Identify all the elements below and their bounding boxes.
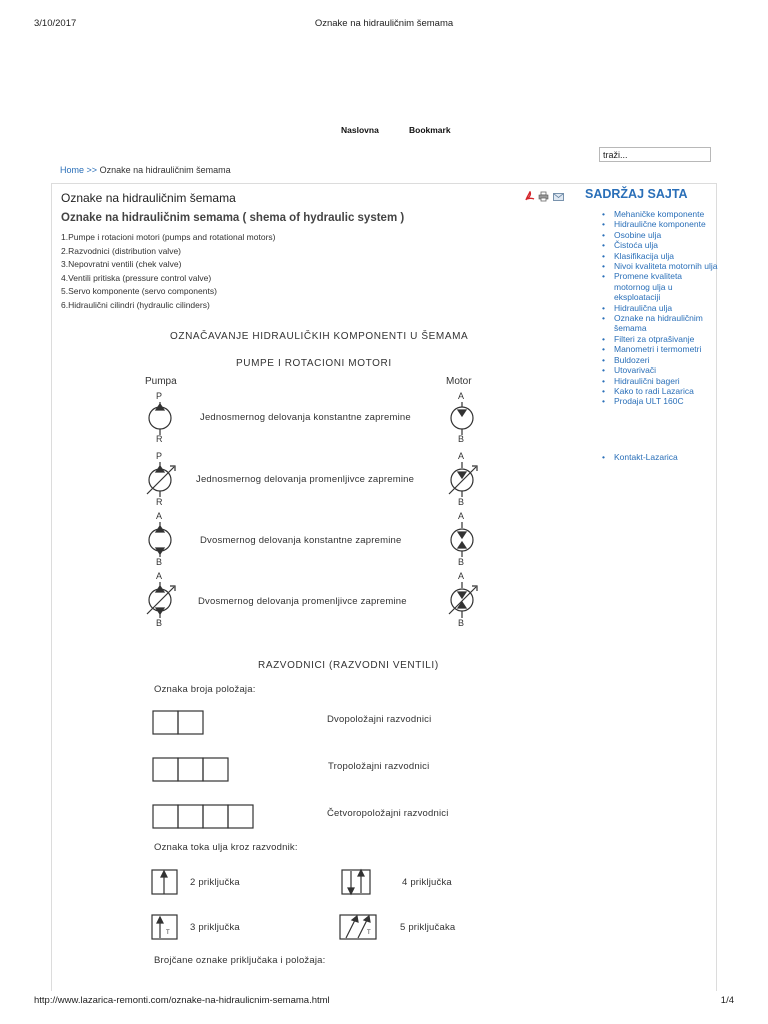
col-motor-label: Motor — [446, 376, 472, 387]
pump-row-text: Jednosmernog delovanja promenljivce zapremine — [196, 474, 415, 485]
topic-item: 2.Razvodnici (distribution valve) — [61, 245, 181, 256]
flow-item-label: 4 priključka — [402, 877, 452, 888]
topic-item: 3.Nepovratni ventili (chek valve) — [61, 259, 182, 270]
flow-item-label: 5 priključaka — [400, 922, 456, 933]
motor-symbol — [449, 582, 477, 618]
sidebar-item-link[interactable]: • Prodaja ULT 160C — [600, 396, 718, 406]
port-t-label: T — [367, 930, 371, 936]
pump-row-text: Dvosmernog delovanja konstantne zapremine — [200, 535, 402, 546]
two-position-valve-symbol — [153, 711, 203, 734]
sidebar-item-link[interactable]: • Oznake na hidrauličnim šemama — [600, 313, 718, 334]
port-label: P — [156, 451, 163, 461]
flow-item-label: 2 priključka — [190, 877, 240, 888]
port-label: R — [156, 434, 163, 444]
figure-heading: OZNAČAVANJE HIDRAULIČKIH KOMPONENTI U ŠEMAMA — [170, 331, 469, 342]
motor-symbol — [449, 462, 477, 497]
topic-item: 6.Hidraulični cilindri (hydraulic cilinders) — [61, 299, 210, 310]
port-label: B — [156, 557, 163, 567]
sidebar-item-link[interactable]: • Promene kvaliteta motornog ulja u eksploataciji — [600, 271, 718, 302]
sidebar-item-link[interactable]: • Mehaničke komponente — [600, 209, 718, 219]
col-pump-label: Pumpa — [145, 376, 177, 387]
breadcrumb-home-link[interactable]: Home — [60, 165, 85, 175]
sidebar-item-link[interactable]: • Buldozeri — [600, 355, 718, 365]
sidebar-item-link[interactable]: • Hidraulične komponente — [600, 219, 718, 229]
port-label: B — [458, 557, 465, 567]
flow-3-ports-symbol — [152, 915, 177, 939]
page-number: 1/4 — [720, 995, 734, 1006]
sidebar-contact — [600, 452, 678, 462]
pump-symbol — [149, 522, 171, 557]
sidebar-item-link[interactable]: • Kako to radi Lazarica — [600, 386, 718, 396]
article-subheading: Oznake na hidrauličnim semama ( shema of hydraulic system ) — [61, 212, 405, 224]
port-label: A — [458, 511, 465, 521]
motor-symbol — [451, 402, 473, 435]
motor-symbol — [451, 522, 473, 557]
port-label: B — [458, 618, 465, 628]
port-label: A — [156, 511, 163, 521]
port-label: A — [458, 391, 465, 401]
print-title: Oznake na hidrauličnim šemama — [314, 18, 454, 29]
sidebar-item-link[interactable]: • Utovarivači — [600, 365, 718, 375]
port-label: A — [458, 571, 465, 581]
sidebar-item-contact[interactable]: • Kontakt-Lazarica — [600, 452, 678, 462]
position-label: Dvopoložajni razvodnici — [327, 714, 432, 725]
flow-item-label: 3 priključka — [190, 922, 240, 933]
four-position-valve-symbol — [153, 805, 253, 828]
print-url: http://www.lazarica-remonti.com/oznake-na-hidraulicnim-semama.html — [34, 995, 330, 1006]
port-label: R — [156, 497, 163, 507]
flow-label: Oznaka toka ulja kroz razvodnik: — [154, 842, 298, 853]
topic-item: 1.Pumpe i rotacioni motori (pumps and rotational motors) — [61, 232, 276, 242]
positions-label: Oznaka broja položaja: — [154, 684, 256, 695]
numbering-label: Brojčane oznake priključaka i položaja: — [154, 955, 326, 966]
pump-symbol — [149, 402, 171, 435]
flow-4-ports-symbol — [342, 870, 370, 894]
pump-symbol — [147, 582, 175, 618]
sidebar-item-link[interactable]: • Hidraulični bageri — [600, 376, 718, 386]
port-label: B — [458, 434, 465, 444]
sidebar-item-link[interactable]: • Čistoća ulja — [600, 240, 718, 250]
sidebar-title: SADRŽAJ SAJTA — [585, 187, 688, 201]
nav-bookmark[interactable]: Bookmark — [409, 125, 451, 135]
nav-naslovna[interactable]: Naslovna — [341, 125, 379, 135]
sidebar-item-link[interactable]: • Filteri za otprašivanje — [600, 334, 718, 344]
three-position-valve-symbol — [153, 758, 228, 781]
sidebar-item-link[interactable]: • Hidraulična ulja — [600, 303, 718, 313]
topic-item: 4.Ventili pritiska (pressure control valve) — [61, 272, 212, 283]
port-t-label: T — [166, 930, 170, 936]
article-title: Oznake na hidrauličnim šemama — [61, 191, 236, 205]
breadcrumb-separator: >> — [86, 165, 98, 175]
port-label: B — [156, 618, 163, 628]
print-date: 3/10/2017 — [34, 18, 77, 29]
port-label: A — [156, 571, 163, 581]
port-label: B — [458, 497, 465, 507]
pump-symbol — [147, 462, 175, 497]
sidebar-item-link[interactable]: • Klasifikacija ulja — [600, 251, 718, 261]
sidebar-nav — [600, 209, 718, 407]
port-label: A — [458, 451, 465, 461]
topic-item: 5.Servo komponente (servo components) — [61, 286, 217, 297]
port-label: P — [156, 391, 163, 401]
pump-row-text: Dvosmernog delovanja promenljivce zapremine — [198, 596, 407, 607]
breadcrumb-current: Oznake na hidrauličnim šemama — [99, 165, 231, 175]
flow-2-ports-symbol — [152, 870, 177, 894]
sidebar-item-link[interactable]: • Manometri i termometri — [600, 344, 718, 354]
position-label: Četvoropoložajni razvodnici — [327, 808, 449, 819]
pump-row-text: Jednosmernog delovanja konstantne zapremine — [200, 412, 411, 423]
sidebar-item-link[interactable]: • Osobine ulja — [600, 230, 718, 240]
position-label: Tropoložajni razvodnici — [328, 761, 430, 772]
section-pumps-title: PUMPE I ROTACIONI MOTORI — [236, 358, 392, 369]
sidebar-item-link[interactable]: • Nivoi kvaliteta motornih ulja — [600, 261, 718, 271]
section-valves-title: RAZVODNICI (RAZVODNI VENTILI) — [258, 660, 439, 671]
